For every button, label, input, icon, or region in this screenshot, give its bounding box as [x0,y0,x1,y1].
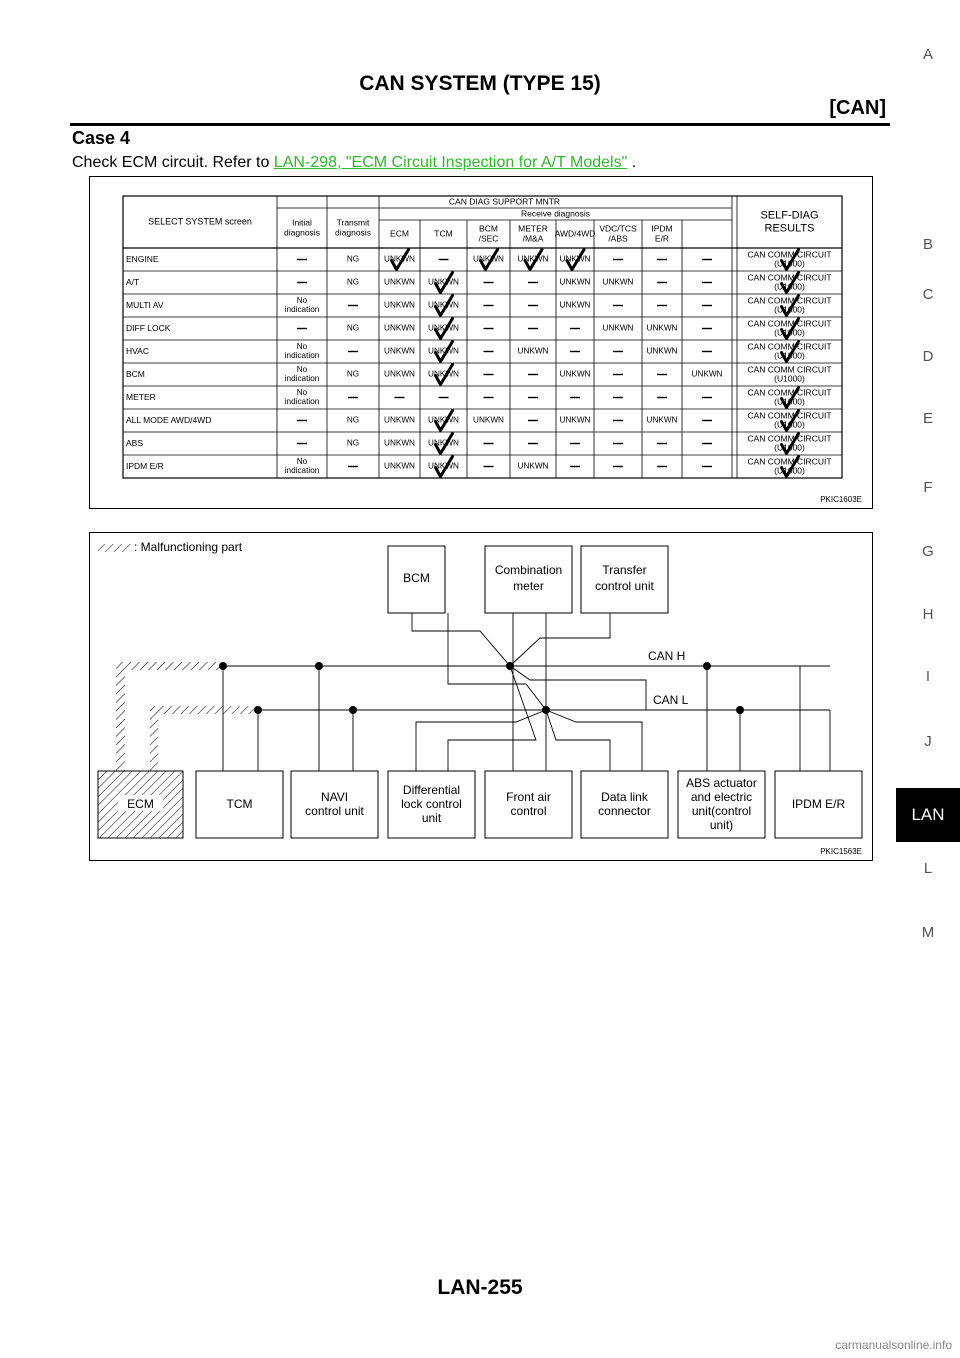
cell-value: UNKWN [384,300,415,310]
can-l-label: CAN L [653,693,689,708]
case-title: Case 4 [72,128,131,148]
col-header: BCM /SEC [478,223,499,244]
cell-value: UNKWN [384,461,415,471]
cell-value: UNKWN [473,415,504,425]
cell-value: NG [346,254,360,264]
bottom-unit-label: ECM [127,797,154,812]
cell-value: UNKWN [384,346,415,356]
cell-value: UNKWN [559,415,591,425]
self-diag-result: CAN COMM CIRCUIT (U1000) [747,295,832,315]
junction-dot [315,662,323,670]
can-h-label: CAN H [648,649,686,664]
cell-value: UNKWN [428,369,459,379]
self-diag-result: CAN COMM CIRCUIT (U1000) [747,364,832,384]
cell-value: NG [346,438,360,448]
cell-value: UNKWN [559,277,591,287]
section-tab-f[interactable]: F [923,479,933,496]
row-system-label: HVAC [126,345,149,356]
watermark: carmanualsonline.info [835,1338,952,1352]
cell-value: UNKWN [428,277,459,287]
case-instruction [72,154,636,172]
transfer-can-l-wire [510,666,646,710]
cell-value: No indication [284,457,320,476]
cell-value: UNKWN [428,461,459,471]
bottom-unit-label: TCM [226,797,253,812]
header-rule [70,123,890,126]
junction-dot [736,706,744,714]
cell-value: UNKWN [559,300,591,310]
section-tab-j[interactable]: J [924,733,932,750]
row-system-label: BCM [126,368,145,379]
section-tab-d[interactable]: D [922,348,934,365]
junction-dot [703,662,711,670]
cell-value: UNKWN [691,369,723,379]
section-tab-l[interactable]: L [923,860,933,877]
section-tab-e[interactable]: E [922,410,933,427]
cell-value: UNKWN [428,300,459,310]
transfer-can-h-wire [510,613,610,666]
cell-value: UNKWN [428,438,459,448]
section-tab-m[interactable]: M [921,924,935,941]
inspection-link[interactable]: LAN-298, "ECM Circuit Inspection for A/T Models" [273,154,628,171]
section-tab-i[interactable]: I [925,668,931,685]
cell-value: UNKWN [473,254,504,264]
cell-value: UNKWN [602,323,634,333]
legend-hatch-swatch [98,544,131,552]
cell-value: UNKWN [428,346,459,356]
receive-header: Receive diagnosis [521,208,590,219]
row-system-label: ENGINE [126,253,159,264]
cell-value: UNKWN [517,461,549,471]
bottom-unit-label: Front air control [506,790,551,819]
section-tab-h[interactable]: H [922,606,934,623]
cell-value: UNKWN [646,415,678,425]
malfunction-harness-l [150,706,258,771]
section-tab-b[interactable]: B [922,236,933,253]
self-diag-result: CAN COMM CIRCUIT (U1000) [747,249,832,269]
cell-value: UNKWN [646,323,678,333]
can-diag-figure [89,176,873,509]
wiring-figure [89,532,873,861]
section-tag: [CAN] [829,97,886,119]
bcm-can-h-wire [412,613,510,666]
cell-value: NG [346,277,360,287]
cell-value: UNKWN [384,369,415,379]
cell-value: No indication [284,365,320,384]
col-header: Initial diagnosis [284,217,320,238]
self-diag-result: CAN COMM CIRCUIT (U1000) [747,433,832,453]
row-system-label: DIFF LOCK [126,322,171,333]
wiring-diagram [90,533,872,860]
bottom-unit-label: Differential lock control unit [401,783,462,826]
cell-value: UNKWN [384,254,415,264]
bottom-unit-wire [546,710,610,771]
cell-value: UNKWN [384,415,415,425]
row-system-label: A/T [126,276,140,287]
junction-dot [506,662,514,670]
corner-label: SELECT SYSTEM screen [148,216,252,227]
row-system-label: METER [126,391,156,402]
self-diag-result: CAN COMM CIRCUIT (U1000) [747,410,832,430]
cell-value: UNKWN [384,323,415,333]
bottom-unit-wire [416,710,546,771]
cell-value: NG [346,415,360,425]
junction-dot [254,706,262,714]
cell-value: UNKWN [559,369,591,379]
cell-value: NG [346,369,360,379]
row-system-label: ALL MODE AWD/4WD [126,414,212,425]
col-header: VDC/TCS /ABS [599,223,637,244]
cell-value: No indication [284,342,320,361]
cell-value: UNKWN [559,254,591,264]
cell-value: UNKWN [384,438,415,448]
row-system-label: ABS [126,437,144,448]
cell-value: UNKWN [517,346,549,356]
section-tab-c[interactable]: C [922,286,934,303]
col-header: IPDM E/R [651,223,673,244]
top-unit-label: BCM [403,571,430,586]
self-diag-result: CAN COMM CIRCUIT (U1000) [747,272,832,292]
cell-value: UNKWN [646,346,678,356]
col-header: Transmit diagnosis [335,217,371,238]
bottom-unit-label: IPDM E/R [791,797,846,812]
row-system-label: IPDM E/R [126,460,164,471]
section-tab-a[interactable]: A [922,46,933,63]
junction-dot [219,662,227,670]
self-diag-result: CAN COMM CIRCUIT (U1000) [747,387,832,407]
col-header: AWD/4WD [554,228,596,239]
self-diag-result: CAN COMM CIRCUIT (U1000) [747,318,832,338]
figure-code: PKIC1603E [820,495,862,504]
self-diag-result: CAN COMM CIRCUIT (U1000) [747,341,832,361]
case-text-before: Check ECM circuit. Refer to [72,154,274,171]
junction-dot [349,706,357,714]
bottom-unit-label: Data link connector [598,790,651,819]
bcm-can-l-wire [448,613,546,710]
bottom-unit-label: ABS actuator and electric unit(control unit) [686,776,757,833]
self-diag-header: SELF-DIAG RESULTS [760,209,819,235]
row-system-label: MULTI AV [126,299,164,310]
legend-text: : Malfunctioning part [134,540,243,555]
bottom-unit-wire [546,710,642,771]
cell-value: No indication [284,296,320,315]
page-header-title: CAN SYSTEM (TYPE 15) [359,72,601,95]
self-diag-result: CAN COMM CIRCUIT (U1000) [747,456,832,476]
col-header: TCM [434,228,453,239]
cell-value: No indication [284,388,320,407]
top-unit-label: Transfer control unit [595,563,654,594]
bottom-unit-label: NAVI control unit [305,790,364,819]
can-diag-table [90,177,872,508]
cell-value: UNKWN [428,323,459,333]
group-header: CAN DIAG SUPPORT MNTR [448,196,561,207]
section-tab-g[interactable]: G [922,543,934,560]
cell-value: UNKWN [517,254,549,264]
section-tab-lan[interactable]: LAN [896,788,960,842]
case-text-after: . [627,154,637,171]
junction-dot [542,706,550,714]
bottom-unit-wire [448,666,536,771]
figure-code: PKIC1563E [820,847,862,856]
cell-value: NG [346,323,360,333]
top-unit-label: Combination meter [494,563,563,594]
col-header: METER /M&A [518,223,548,244]
cell-value: UNKWN [602,277,634,287]
cell-value: UNKWN [428,415,459,425]
malfunction-harness-h [116,662,222,771]
col-header: ECM [390,228,409,239]
cell-value: UNKWN [384,277,415,287]
page-number: LAN-255 [437,1276,523,1299]
